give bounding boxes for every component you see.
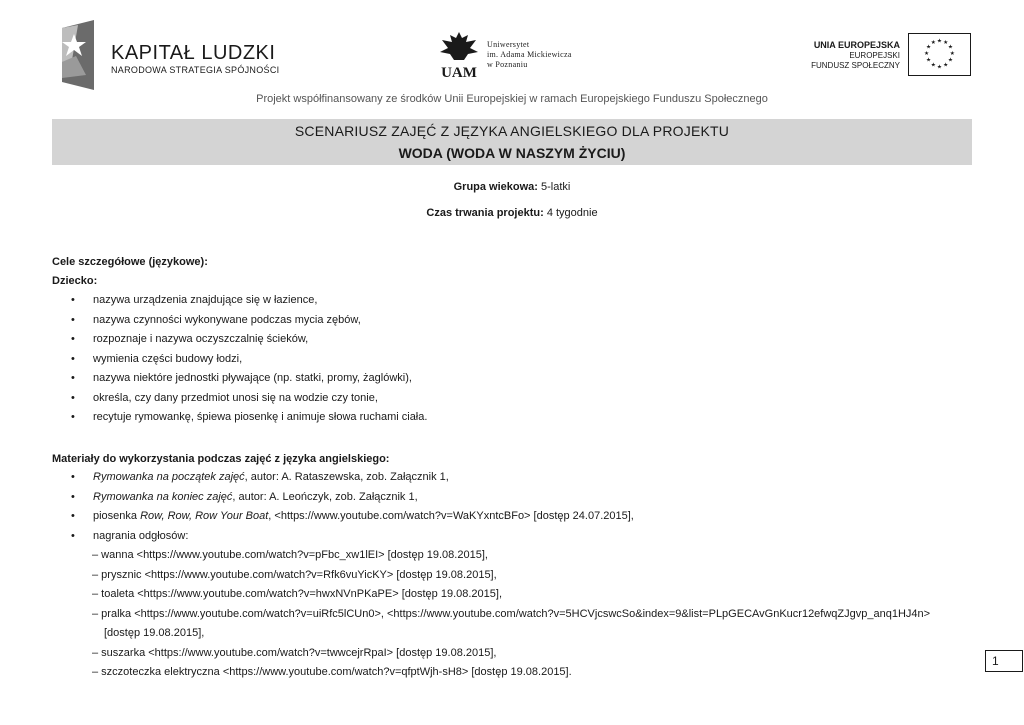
list-item[interactable]: – wanna <https://www.youtube.com/watch?v=pFbc_xw1lEI> [dostęp 19.08.2015], (92, 549, 488, 561)
list-item[interactable]: • piosenka Row, Row, Row Your Boat, <https://www.youtube.com/watch?v=WaKYxntcBFo> [dostęp 24.07.2015], (71, 510, 634, 522)
svg-text:★: ★ (943, 40, 949, 47)
list-item: • Rymowanka na początek zajęć, autor: A. Rataszewska, zob. Załącznik 1, (71, 471, 449, 483)
eu-title: UNIA EUROPEJSKA (813, 40, 900, 50)
cofinancing-note: Projekt współfinansowany ze środków Unii Europejskiej w ramach Europejskiego Funduszu Społecznego (256, 93, 768, 105)
goals-list (52, 291, 427, 428)
eu-fund-line1: EUROPEJSKI (849, 51, 900, 60)
svg-text:★: ★ (930, 40, 936, 47)
kapital-ludzki-title: KAPITAŁ LUDZKI (111, 42, 276, 64)
uam-name-line2: im. Adama Mickiewicza (487, 50, 572, 59)
duration-value: 4 tygodnie (543, 207, 598, 219)
list-item[interactable]: – suszarka <https://www.youtube.com/watch?v=twwcejrRpaI> [dostęp 19.08.2015], (92, 646, 497, 659)
svg-text:★: ★ (936, 64, 943, 71)
uam-name-line3: w Poznaniu (487, 60, 528, 69)
kapital-ludzki-logo (56, 20, 96, 90)
svg-text:★: ★ (925, 57, 932, 64)
list-item[interactable]: – pralka <https://www.youtube.com/watch?v=uiRfc5lCUn0>, <https://www.youtube.com/watch?v=5HCVjcswcSo&index=9&list=PLpGECAvGnKucr12efwqZJgvp_anq1HJ4n> (92, 607, 931, 620)
uam-name-line1: Uniwersytet (487, 40, 530, 49)
list-item: • rozpoznaje i nazywa oczyszczalnię ścieków, (71, 333, 309, 345)
uam-eagle-logo (438, 30, 480, 80)
age-group-value: 5-latki (537, 181, 571, 193)
svg-text:★: ★ (943, 62, 949, 69)
eu-flag-icon (908, 33, 971, 76)
document-title-line2: WODA (WODA W NASZYM ŻYCIU) (398, 145, 626, 161)
svg-text:★: ★ (936, 38, 943, 45)
svg-text:★: ★ (925, 44, 932, 51)
svg-text:★: ★ (947, 44, 954, 51)
list-item: [dostęp 19.08.2015], (104, 627, 205, 639)
list-item: • nagrania odgłosów: (71, 529, 189, 542)
page-number: 1 (985, 650, 1023, 672)
svg-text:★: ★ (930, 62, 936, 69)
child-subheading: Dziecko: (52, 275, 98, 287)
list-item: • nazywa niektóre jednostki pływające (np. statki, promy, żaglówki), (71, 372, 412, 384)
list-item: • nazywa urządzenia znajdujące się w łazience, (71, 294, 318, 306)
document-title-box (52, 119, 972, 165)
kapital-ludzki-subtitle: NARODOWA STRATEGIA SPÓJNOŚCI (111, 65, 280, 75)
age-group (0, 181, 1024, 193)
list-item[interactable]: – prysznic <https://www.youtube.com/watch?v=Rfk6vuYicKY> [dostęp 19.08.2015], (92, 568, 497, 581)
materials-list (52, 468, 634, 546)
materials-heading: Materiały do wykorzystania podczas zajęć z języka angielskiego: (52, 453, 390, 465)
age-group-label: Grupa wiekowa: (453, 181, 538, 193)
svg-text:★: ★ (924, 50, 930, 57)
list-item: • recytuje rymowankę, śpiewa piosenkę i animuje słowa ruchami ciała. (71, 411, 428, 423)
svg-text:★: ★ (949, 50, 955, 57)
duration-label: Czas trwania projektu: (426, 207, 544, 219)
list-item: • określa, czy dany przedmiot unosi się na wodzie czy tonie, (71, 391, 378, 404)
sound-recordings-list (92, 546, 930, 683)
list-item[interactable]: – toaleta <https://www.youtube.com/watch?v=hwxNVnPKaPE> [dostęp 19.08.2015], (92, 588, 503, 600)
list-item: • nazywa czynności wykonywane podczas mycia zębów, (71, 313, 361, 326)
list-item[interactable]: – szczoteczka elektryczna <https://www.youtube.com/watch?v=qfptWjh-sH8> [dostęp 19.08.2015]. (92, 666, 572, 678)
list-item: • Rymowanka na koniec zajęć, autor: A. Leończyk, zob. Załącznik 1, (71, 490, 418, 503)
project-duration (0, 207, 1024, 219)
document-title-line1: SCENARIUSZ ZAJĘĆ Z JĘZYKA ANGIELSKIEGO DLA PROJEKTU (294, 123, 730, 139)
svg-text:★: ★ (947, 57, 954, 64)
eu-fund-line2: FUNDUSZ SPOŁECZNY (811, 61, 900, 70)
goals-heading: Cele szczegółowe (językowe): (52, 256, 208, 268)
svg-text:UAM: UAM (441, 65, 477, 80)
list-item: • wymienia części budowy łodzi, (71, 352, 243, 365)
